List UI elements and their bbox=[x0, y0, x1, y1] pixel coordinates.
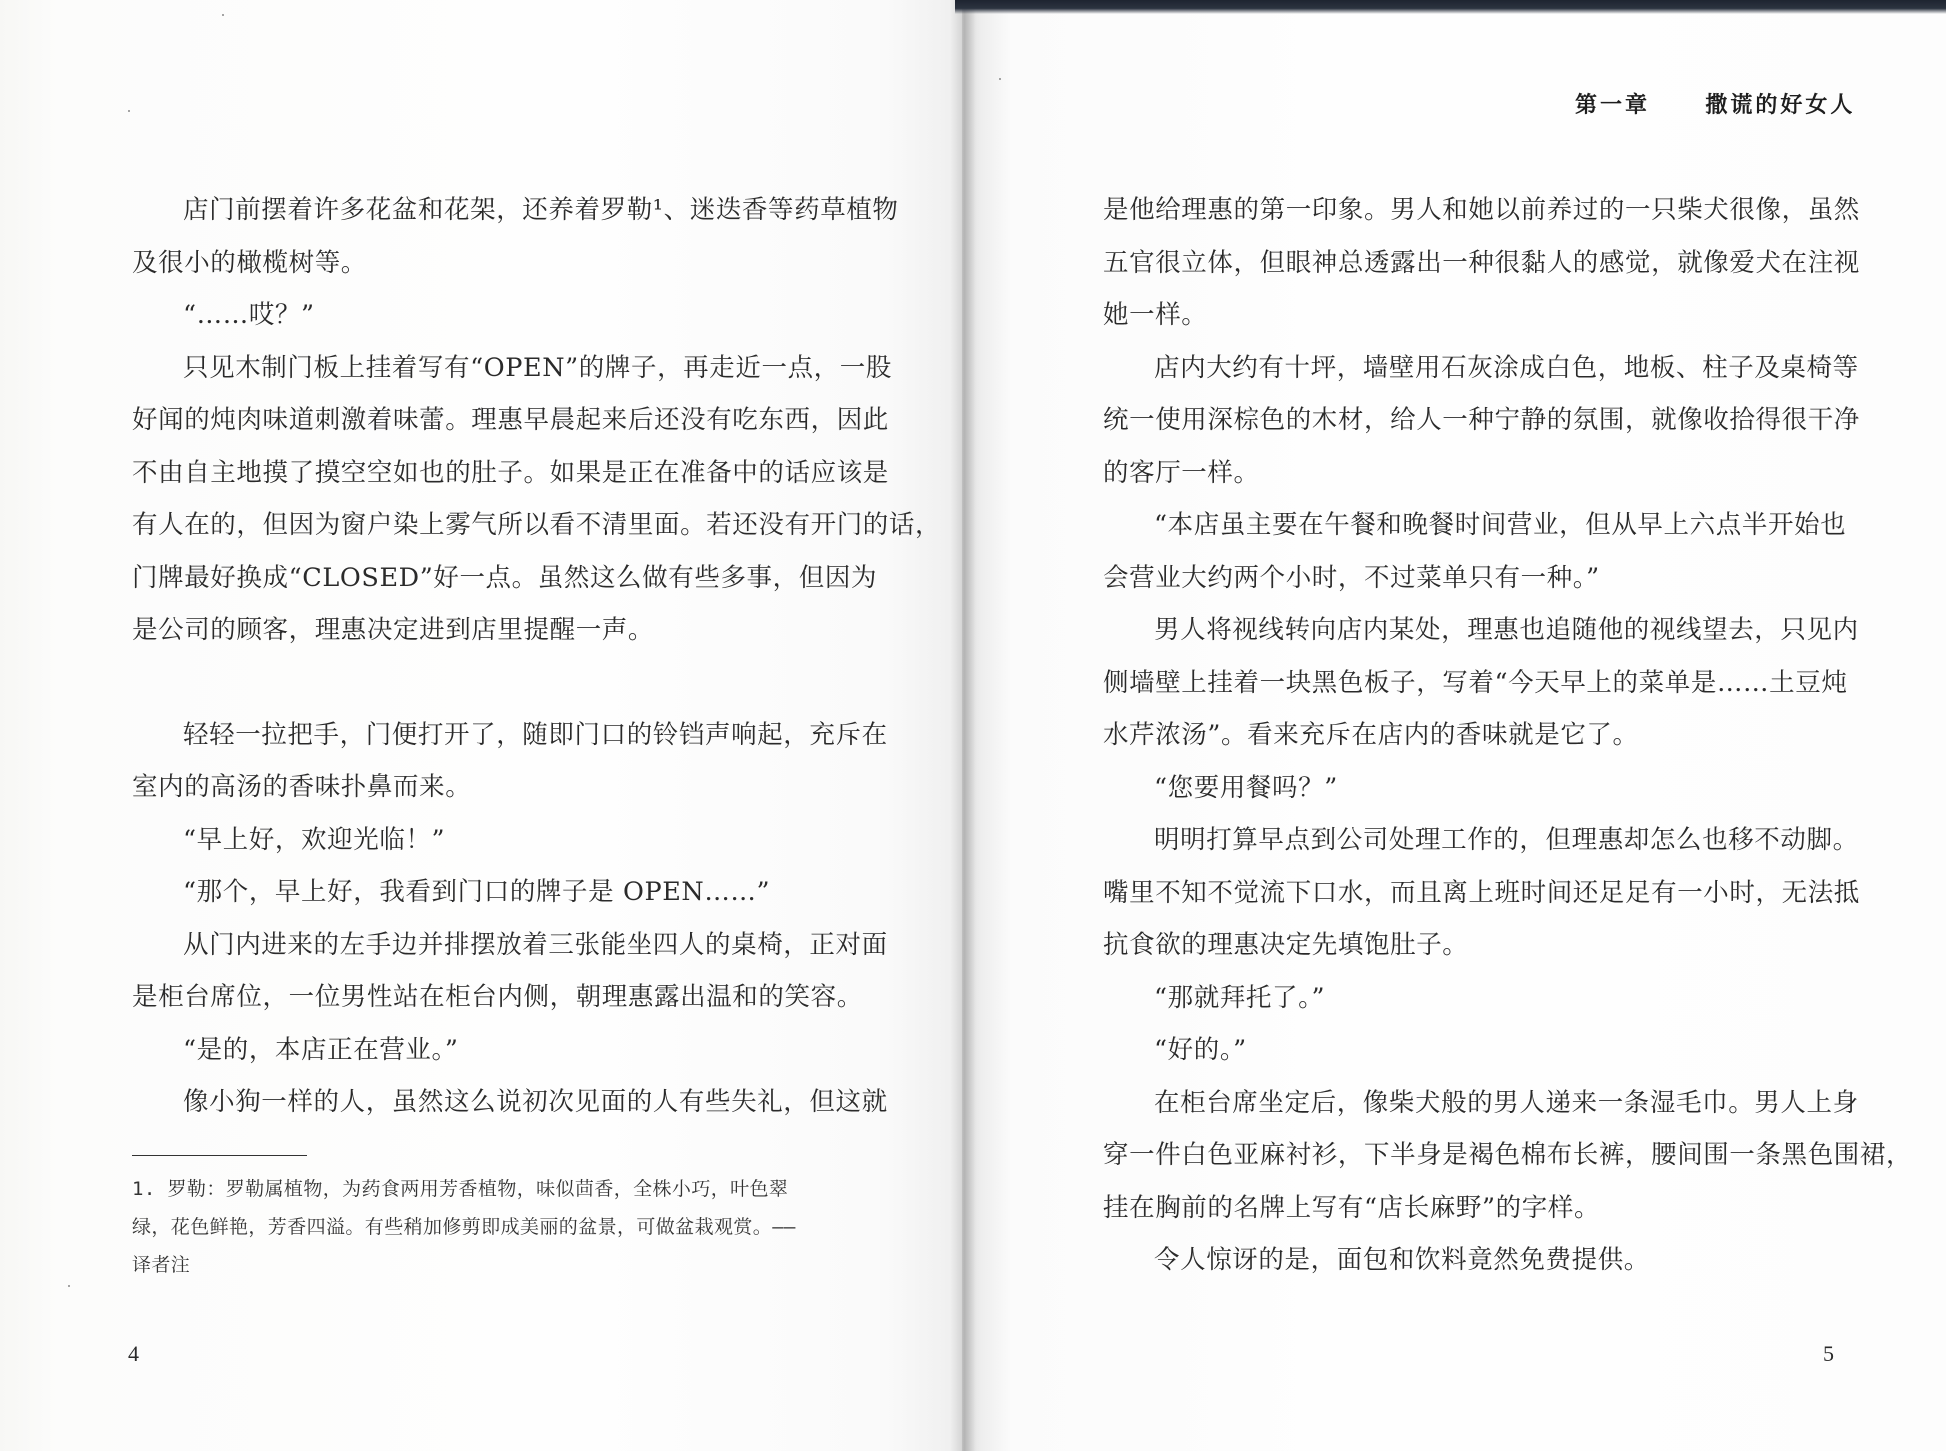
paragraph-line: 挂在胸前的名牌上写有“店长麻野”的字样。 bbox=[1103, 1192, 1601, 1223]
paragraph-first-line: 店内大约有十坪，墙壁用石灰涂成白色，地板、柱子及桌椅等 bbox=[1154, 352, 1859, 383]
paragraph-line: 有人在的，但因为窗户染上雾气所以看不清里面。若还没有开门的话， bbox=[132, 510, 942, 540]
running-head bbox=[1575, 88, 1855, 119]
paper-speck bbox=[68, 1285, 70, 1287]
paragraph-line: 五官很立体，但眼神总透露出一种很黏人的感觉，就像爱犬在注视 bbox=[1103, 247, 1860, 278]
paragraph-first-line: 轻轻一拉把手，门便打开了，随即门口的铃铛声响起，充斥在 bbox=[183, 719, 888, 750]
paragraph-first-line: “您要用餐吗？” bbox=[1154, 772, 1338, 803]
paragraph-first-line: 在柜台席坐定后，像柴犬般的男人递来一条湿毛巾。男人上身 bbox=[1154, 1087, 1859, 1118]
page-number-left: 4 bbox=[128, 1341, 139, 1366]
paragraph-line: 穿一件白色亚麻衬衫，下半身是褐色棉布长裤，腰间围一条黑色围裙， bbox=[1103, 1140, 1913, 1170]
paragraph-first-line: 从门内进来的左手边并排摆放着三张能坐四人的桌椅，正对面 bbox=[183, 929, 888, 960]
paragraph-first-line: “本店虽主要在午餐和晚餐时间营业，但从早上六点半开始也 bbox=[1154, 510, 1847, 540]
paragraph-first-line: 是他给理惠的第一印象。男人和她以前养过的一只柴犬很像，虽然 bbox=[1103, 195, 1860, 225]
paragraph-first-line: 男人将视线转向店内某处，理惠也追随他的视线望去，只见内 bbox=[1154, 615, 1859, 645]
paragraph-line: 抗食欲的理惠决定先填饱肚子。 bbox=[1103, 930, 1469, 960]
paragraph-line: 门牌最好换成“CLOSED”好一点。虽然这么做有些多事，但因为 bbox=[132, 562, 878, 593]
paragraph-line: 嘴里不知不觉流下口水，而且离上班时间还足足有一小时，无法抵 bbox=[1103, 877, 1860, 908]
paragraph-line: 及很小的橄榄树等。 bbox=[132, 247, 367, 278]
gutter-shadow bbox=[950, 0, 976, 1451]
paragraph-first-line: “……哎？” bbox=[183, 300, 315, 330]
paragraph-line: 统一使用深棕色的木材，给人一种宁静的氛围，就像收拾得很干净 bbox=[1103, 405, 1860, 435]
right-body-text bbox=[1103, 184, 1913, 1287]
paragraph-line: 她一样。 bbox=[1103, 300, 1208, 330]
paragraph-first-line: 只见木制门板上挂着写有“OPEN”的牌子，再走近一点，一股 bbox=[183, 352, 892, 383]
footnote-rule bbox=[132, 1155, 307, 1156]
running-head-chapter: 第一章 bbox=[1575, 93, 1651, 118]
left-page bbox=[0, 0, 962, 1451]
left-block-1 bbox=[132, 184, 942, 657]
paper-speck bbox=[128, 110, 130, 112]
paragraph-line: 好闻的炖肉味道刺激着味蕾。理惠早晨起来后还没有吃东西，因此 bbox=[132, 405, 889, 435]
section-break bbox=[132, 657, 862, 709]
footnote-line: 译者注 bbox=[132, 1254, 191, 1276]
running-head-title: 撒谎的好女人 bbox=[1705, 93, 1856, 118]
paper-speck bbox=[222, 14, 224, 16]
paragraph-line: 会营业大约两个小时，不过菜单只有一种。” bbox=[1103, 562, 1600, 593]
paragraph-first-line: “那就拜托了。” bbox=[1154, 982, 1326, 1013]
paragraph-first-line: 店门前摆着许多花盆和花架，还养着罗勒¹、迷迭香等药草植物 bbox=[183, 195, 899, 225]
cover-edge bbox=[955, 0, 1946, 14]
paragraph-line: 的客厅一样。 bbox=[1103, 457, 1260, 488]
paragraph-first-line: “早上好，欢迎光临！” bbox=[183, 824, 446, 855]
footnote bbox=[132, 1170, 862, 1284]
paragraph-line: 是公司的顾客，理惠决定进到店里提醒一声。 bbox=[132, 615, 655, 645]
left-body-text bbox=[132, 184, 942, 1129]
paragraph-line: 是柜台席位，一位男性站在柜台内侧，朝理惠露出温和的笑容。 bbox=[132, 982, 863, 1012]
footnote-line: 绿，花色鲜艳，芳香四溢。有些稍加修剪即成美丽的盆景，可做盆栽观赏。—— bbox=[132, 1216, 796, 1238]
paragraph-line: 侧墙壁上挂着一块黑色板子，写着“今天早上的菜单是……土豆炖 bbox=[1103, 667, 1848, 698]
paragraph-line: 室内的高汤的香味扑鼻而来。 bbox=[132, 772, 472, 802]
right-page bbox=[962, 0, 1946, 1451]
paragraph-line: 水芹浓汤”。看来充斥在店内的香味就是它了。 bbox=[1103, 720, 1639, 750]
paragraph-line: 不由自主地摸了摸空空如也的肚子。如果是正在准备中的话应该是 bbox=[132, 457, 889, 488]
paragraph-first-line: 像小狗一样的人，虽然这么说初次见面的人有些失礼，但这就 bbox=[183, 1087, 888, 1117]
paragraph-first-line: “好的。” bbox=[1154, 1035, 1247, 1065]
paragraph-first-line: 令人惊讶的是，面包和饮料竟然免费提供。 bbox=[1154, 1245, 1650, 1275]
paragraph-first-line: 明明打算早点到公司处理工作的，但理惠却怎么也移不动脚。 bbox=[1154, 825, 1859, 855]
paragraph-first-line: “是的，本店正在营业。” bbox=[183, 1034, 459, 1065]
paragraph-first-line: “那个，早上好，我看到门口的牌子是 OPEN……” bbox=[183, 877, 771, 907]
left-block-2 bbox=[132, 709, 888, 1129]
paper-speck bbox=[999, 78, 1001, 80]
page-number-right: 5 bbox=[1823, 1341, 1834, 1366]
footnote-line: 1. 罗勒：罗勒属植物，为药食两用芳香植物，味似茴香，全株小巧，叶色翠 bbox=[132, 1178, 789, 1200]
